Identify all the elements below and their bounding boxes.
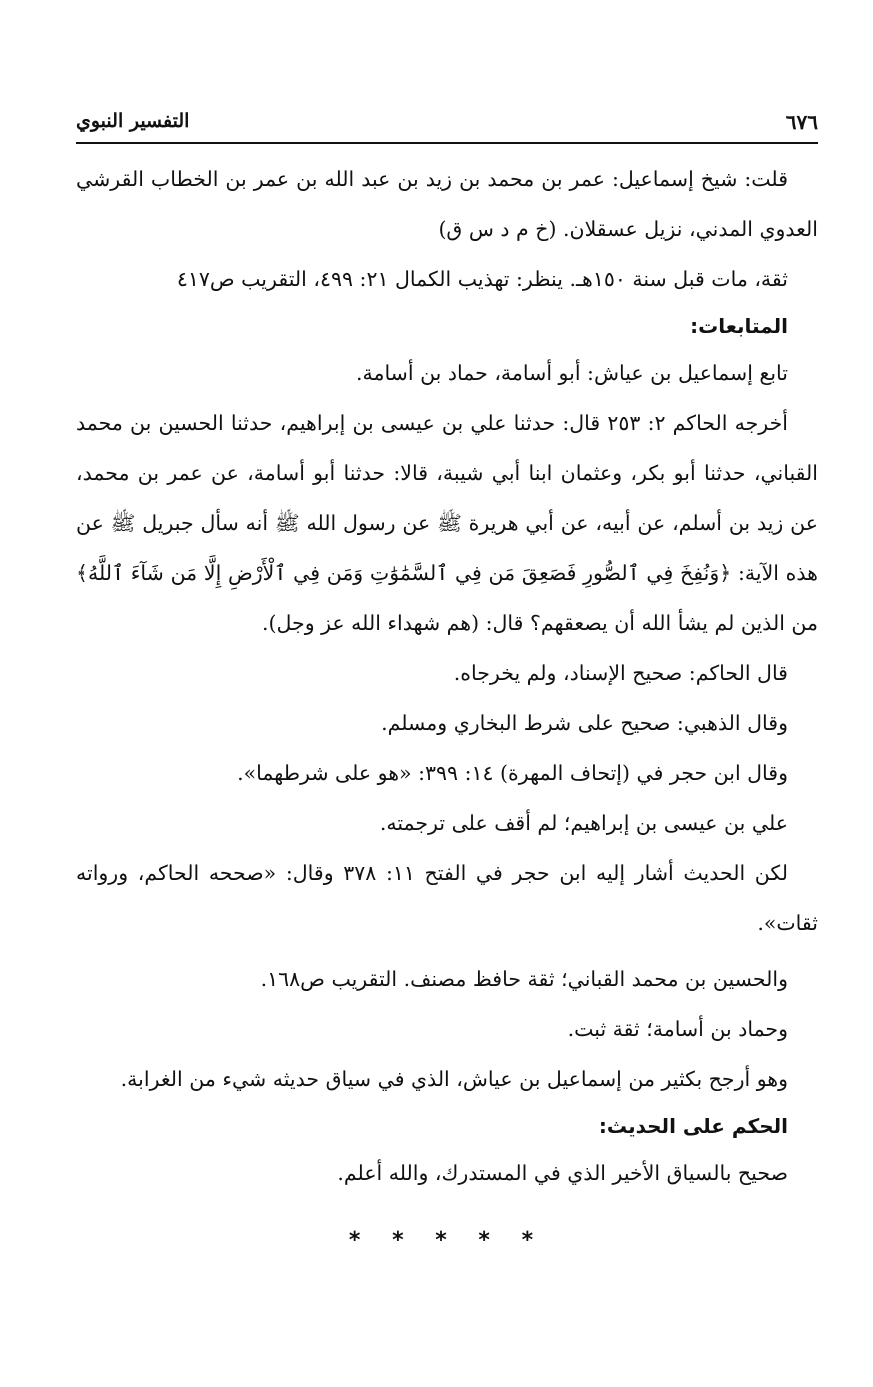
section-heading-mutabaat: المتابعات: [690, 314, 788, 338]
mutabaat-paragraph: وقال ابن حجر في (إتحاف المهرة) ١٤: ٣٩٩: «هو على شرطهما». [237, 761, 788, 785]
narrator-note: قلت: شيخ إسماعيل: عمر بن محمد بن زيد بن عبد الله بن عمر بن الخطاب القرشي العدوي المدني، نزيل عسقلان. (خ م د س ق) [76, 167, 818, 241]
ruling-text: صحيح بالسياق الأخير الذي في المستدرك، والله أعلم. [337, 1161, 788, 1185]
mutabaat-paragraph: تابع إسماعيل بن عياش: أبو أسامة، حماد بن أسامة. [355, 361, 788, 385]
section-heading-ruling: الحكم على الحديث: [598, 1114, 788, 1138]
running-title: التفسير النبوي [76, 110, 190, 132]
mutabaat-paragraph: والحسين بن محمد القباني؛ ثقة حافظ مصنف. التقريب ص١٦٨. [260, 967, 788, 991]
page-body [76, 154, 818, 1266]
page-header [76, 108, 818, 144]
section-separator: * * * * * [348, 1228, 546, 1253]
mutabaat-paragraph: قال الحاكم: صحيح الإسناد، ولم يخرجاه. [453, 661, 788, 685]
page-number: ٦٧٦ [785, 110, 818, 134]
narrator-grading: ثقة، مات قبل سنة ١٥٠هـ. ينظر: تهذيب الكمال ٢١: ٤٩٩، التقريب ص٤١٧ [176, 267, 788, 291]
mutabaat-paragraph: علي بن عيسى بن إبراهيم؛ لم أقف على ترجمته. [379, 811, 788, 835]
mutabaat-paragraph: لكن الحديث أشار إليه ابن حجر في الفتح ١١: ٣٧٨ وقال: «صححه الحاكم، ورواته ثقات». [76, 861, 818, 935]
mutabaat-paragraph: وحماد بن أسامة؛ ثقة ثبت. [567, 1017, 788, 1041]
mutabaat-paragraph: وهو أرجح بكثير من إسماعيل بن عياش، الذي في سياق حديثه شيء من الغرابة. [120, 1067, 788, 1091]
mutabaat-paragraph: وقال الذهبي: صحيح على شرط البخاري ومسلم. [381, 711, 788, 735]
mutabaat-paragraph: أخرجه الحاكم ٢: ٢٥٣ قال: حدثنا علي بن عيسى بن إبراهيم، حدثنا الحسين بن محمد القباني، حدثنا أبو بكر، وعثمان ابنا أبي شيبة، قالا: حدثنا أبو أسامة، عن عمر بن محمد، عن زيد بن أسلم، عن أبيه، عن أبي هريرة ﷺ عن رسول الله ﷺ أنه سأل جبريل ﷺ عن هذه الآية: ﴿وَنُفِخَ فِي ٱلصُّورِ فَصَعِقَ مَن فِي ٱلسَّمَٰوَٰتِ وَمَن فِي ٱلْأَرْضِ إِلَّا مَن شَآءَ ٱللَّهُ﴾ من الذين لم يشأ الله أن يصعقهم؟ قال: (هم شهداء الله عز وجل). [76, 411, 818, 635]
